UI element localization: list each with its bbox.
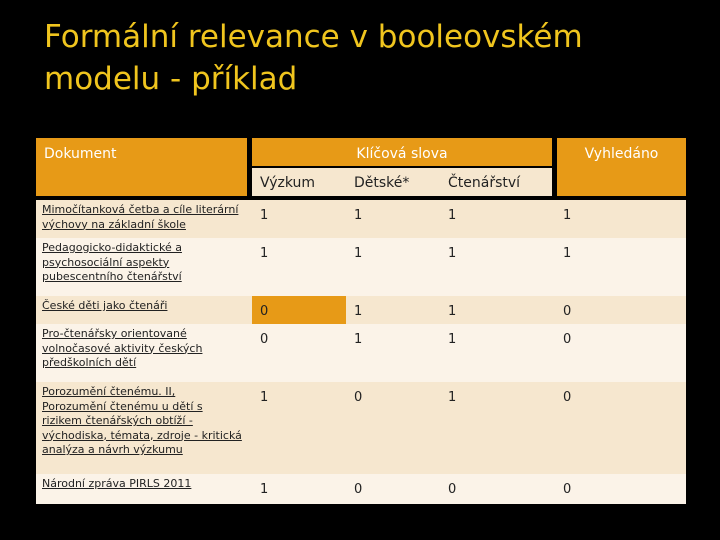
row-document: Pro-čtenářsky orientované volnočasové aktivity českých předškolních dětí bbox=[42, 327, 203, 369]
row-value-found: 1 bbox=[563, 246, 572, 261]
header-keyword-0 bbox=[252, 168, 346, 196]
row-value-found: 0 bbox=[563, 390, 572, 405]
row-value-found: 0 bbox=[563, 332, 572, 347]
row-value-vyzkum: 1 bbox=[260, 246, 269, 261]
row-value-vyzkum: 0 bbox=[260, 332, 269, 347]
header-keyword-2-label: Čtenářství bbox=[448, 175, 521, 191]
header-keywords bbox=[252, 138, 552, 166]
table-row bbox=[36, 200, 686, 238]
table-row bbox=[36, 474, 686, 504]
row-value-vyzkum: 0 bbox=[252, 296, 346, 324]
header-keyword-0-label: Výzkum bbox=[260, 175, 316, 191]
row-value-vyzkum: 1 bbox=[260, 208, 269, 223]
row-value-detske: 1 bbox=[354, 332, 363, 347]
row-document: Pedagogicko-didaktické a psychosociální aspekty pubescentního čtenářství bbox=[42, 241, 182, 283]
header-keyword-2 bbox=[440, 168, 552, 196]
slide-title: Formální relevance v booleovském modelu - příklad bbox=[44, 19, 583, 97]
row-value-found: 0 bbox=[563, 482, 572, 497]
header-keyword-1 bbox=[346, 168, 440, 196]
table-row bbox=[36, 324, 686, 382]
row-value-detske: 0 bbox=[354, 390, 363, 405]
header-keywords-label: Klíčová slova bbox=[356, 146, 448, 162]
header-document-label: Dokument bbox=[44, 146, 117, 162]
row-value-detske: 1 bbox=[354, 304, 363, 319]
header-found bbox=[557, 138, 686, 196]
row-value-ctenarstvi: 1 bbox=[448, 332, 457, 347]
row-value-detske: 1 bbox=[354, 208, 363, 223]
row-value-ctenarstvi: 1 bbox=[448, 390, 457, 405]
row-value-ctenarstvi: 0 bbox=[448, 482, 457, 497]
row-value-vyzkum: 1 bbox=[260, 482, 269, 497]
header-keyword-1-label: Dětské* bbox=[354, 175, 410, 191]
header-found-label: Vyhledáno bbox=[584, 146, 659, 162]
table-row bbox=[36, 238, 686, 296]
row-value-ctenarstvi: 1 bbox=[448, 246, 457, 261]
row-value-detske: 1 bbox=[354, 246, 363, 261]
row-document: Národní zpráva PIRLS 2011 bbox=[42, 477, 192, 490]
row-value-detske: 0 bbox=[354, 482, 363, 497]
row-document: České děti jako čtenáři bbox=[42, 299, 168, 312]
row-value-vyzkum: 1 bbox=[260, 390, 269, 405]
row-value-ctenarstvi: 1 bbox=[448, 208, 457, 223]
row-value-found: 0 bbox=[563, 304, 572, 319]
table-row bbox=[36, 382, 686, 474]
row-document: Mimočítanková četba a cíle literární výchovy na základní škole bbox=[42, 203, 239, 231]
row-value-found: 1 bbox=[563, 208, 572, 223]
row-document: Porozumění čtenému. II, Porozumění čtenému u dětí s rizikem čtenářských obtíží - východiska, témata, zdroje - kritická analýza a návrh výzkumu bbox=[42, 385, 242, 456]
header-document bbox=[36, 138, 247, 196]
row-value-ctenarstvi: 1 bbox=[448, 304, 457, 319]
table-row bbox=[36, 296, 686, 324]
